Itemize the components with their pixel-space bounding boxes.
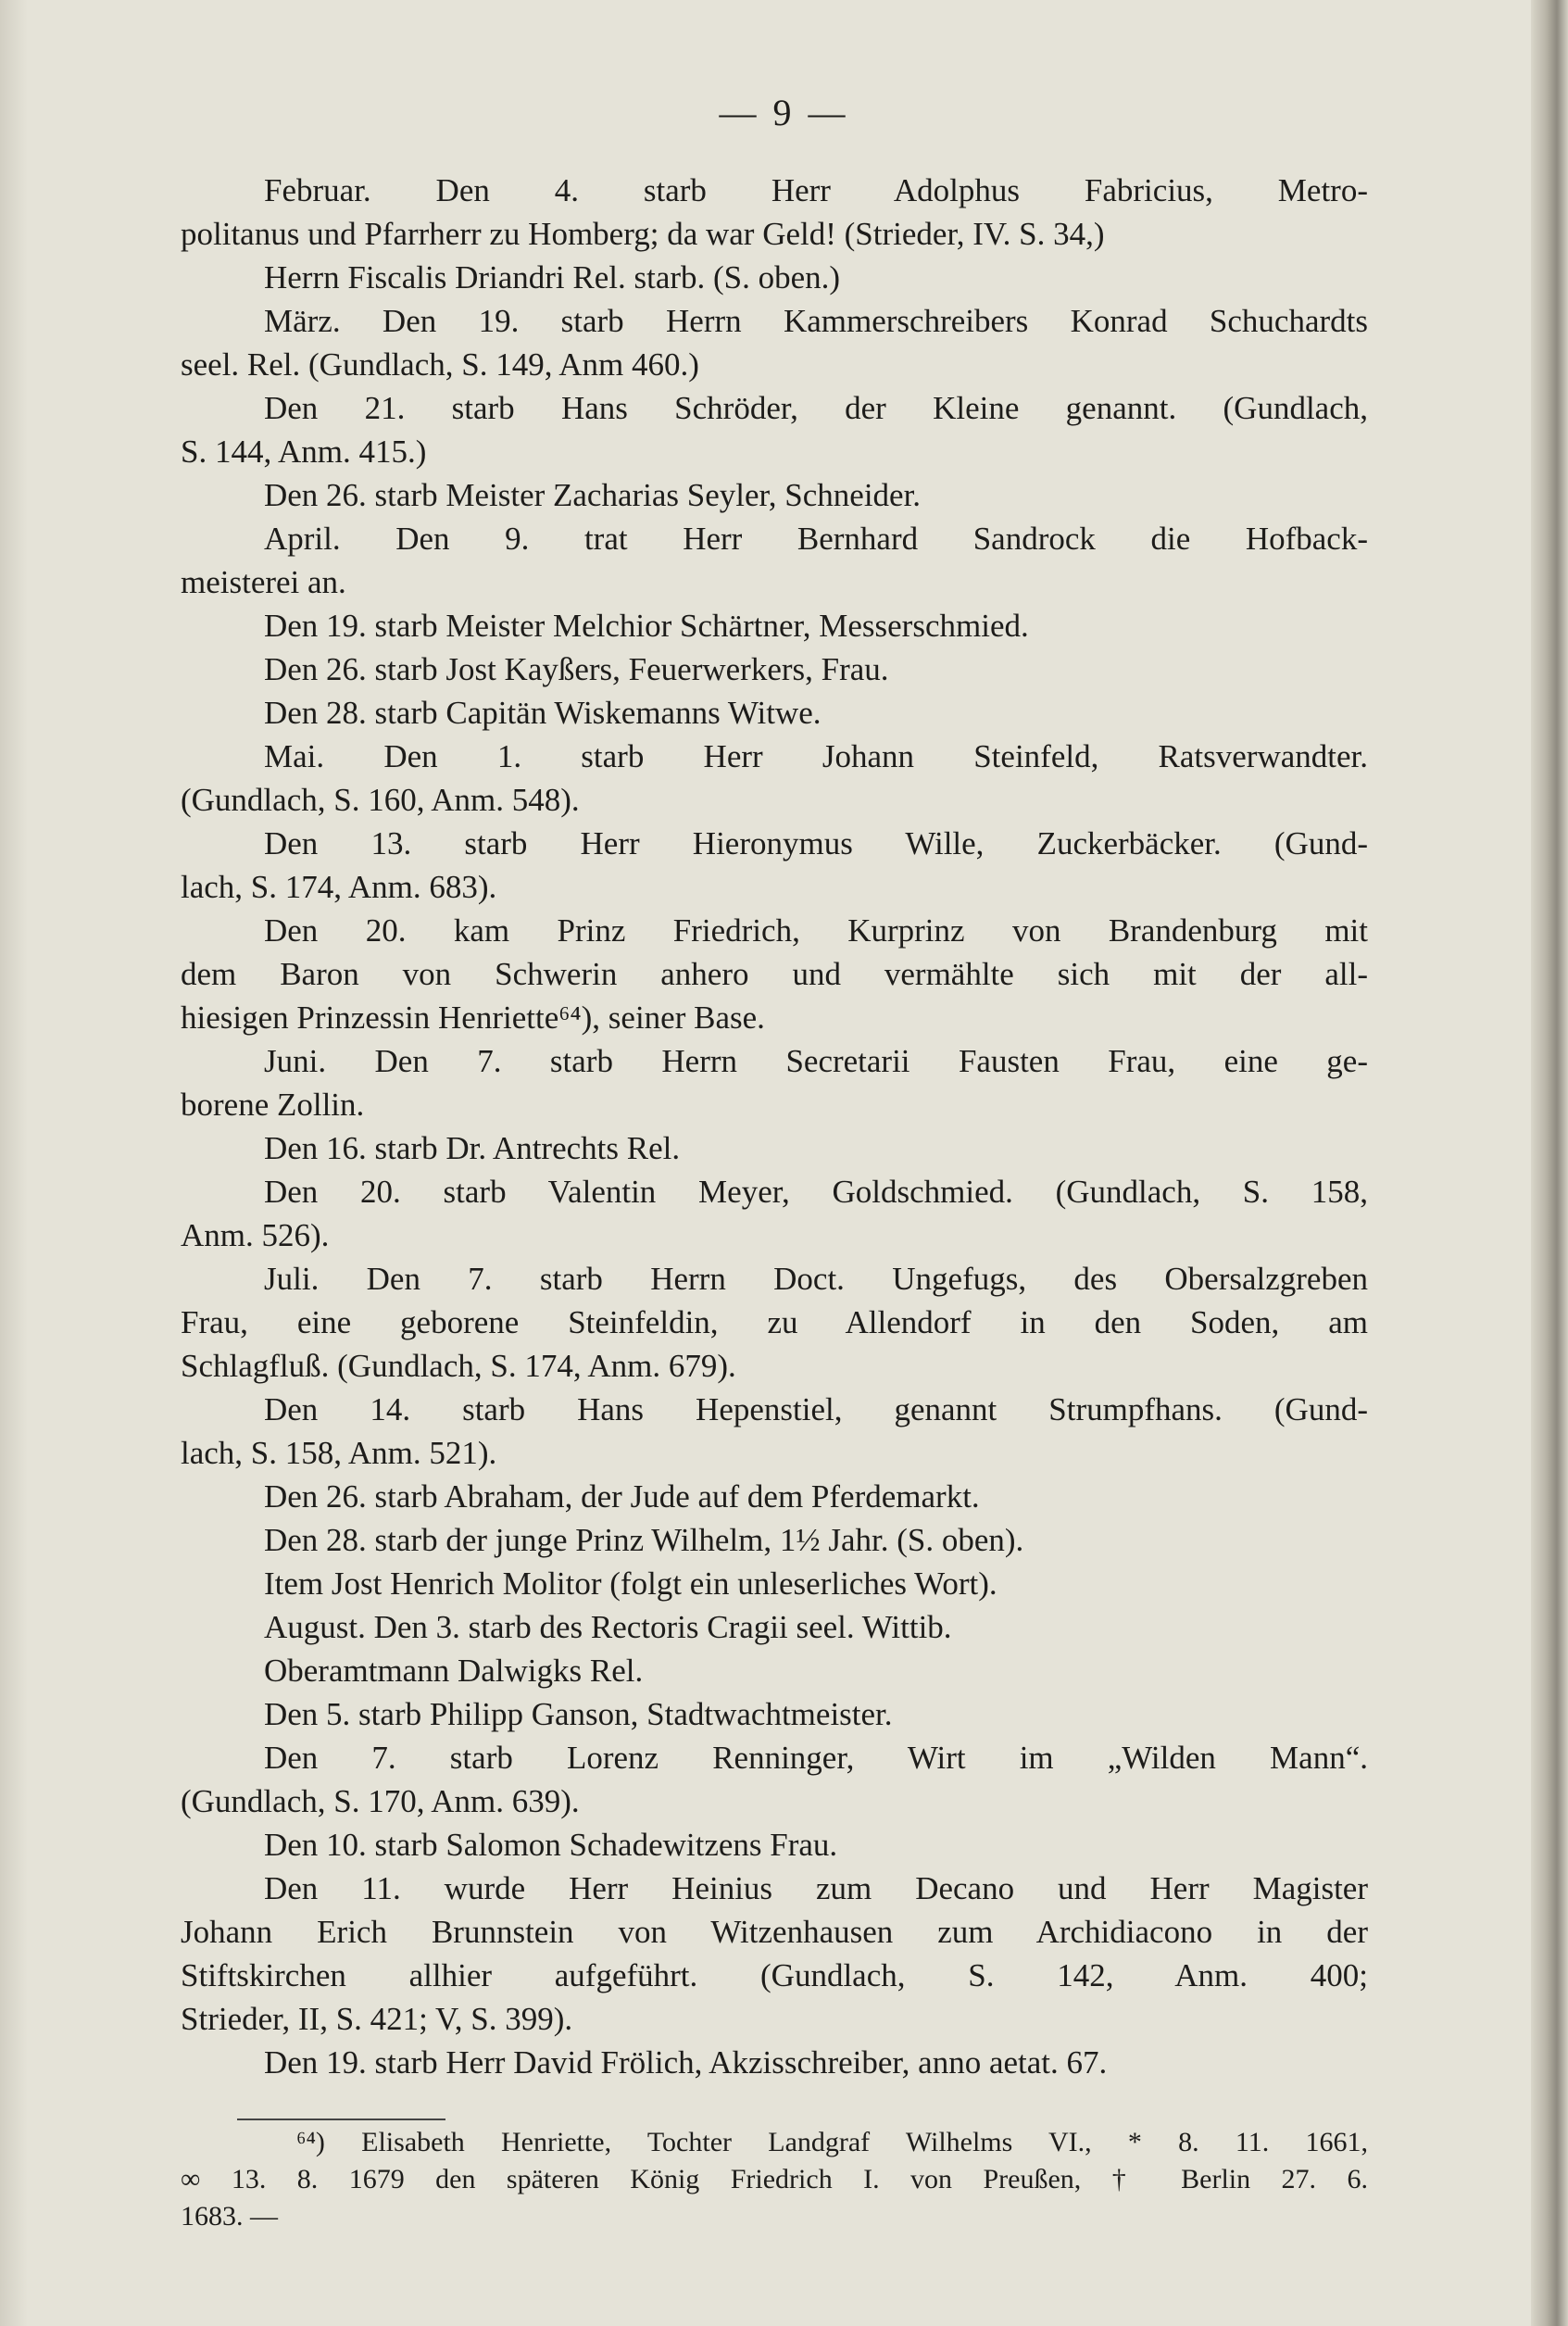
footnote-divider xyxy=(237,2119,445,2120)
footnote xyxy=(181,2124,1368,2235)
paragraph xyxy=(181,1562,1368,1605)
paragraph xyxy=(181,648,1368,691)
book-gutter xyxy=(1531,0,1568,2326)
paragraph xyxy=(181,1736,1368,1823)
text-line: (Gundlach, S. 170, Anm. 639). xyxy=(181,1783,580,1819)
paragraph xyxy=(181,822,1368,909)
paragraph xyxy=(181,1257,1368,1388)
text-line: Den 16. starb Dr. Antrechts Rel. xyxy=(264,1130,681,1166)
text-line: Den 26. starb Abraham, der Jude auf dem Pferdemarkt. xyxy=(264,1478,980,1515)
paragraph xyxy=(181,604,1368,648)
paragraph xyxy=(181,169,1368,256)
text-line: 1683. — xyxy=(181,2201,278,2232)
text-line: Herrn Fiscalis Driandri Rel. starb. (S. oben.) xyxy=(264,259,841,295)
text-line: März. Den 19. starb Herrn Kammerschreibers Konrad Schuchardts xyxy=(264,303,1368,339)
text-line: seel. Rel. (Gundlach, S. 149, Anm 460.) xyxy=(181,346,699,383)
paragraph xyxy=(181,1126,1368,1170)
paragraph xyxy=(181,691,1368,735)
text-line: Den 20. kam Prinz Friedrich, Kurprinz von Brandenburg mit xyxy=(264,912,1368,949)
text-line: Den 21. starb Hans Schröder, der Kleine genannt. (Gundlach, xyxy=(264,390,1368,426)
text-line: (Gundlach, S. 160, Anm. 548). xyxy=(181,782,580,818)
paragraph xyxy=(181,299,1368,386)
text-line: April. Den 9. trat Herr Bernhard Sandrock die Hofback- xyxy=(264,521,1368,557)
text-line: Den 19. starb Meister Melchior Schärtner, Messerschmied. xyxy=(264,608,1029,644)
text-line: Stiftskirchen allhier aufgeführt. (Gundlach, S. 142, Anm. 400; xyxy=(181,1957,1368,1993)
page-number: — 9 — xyxy=(719,92,849,133)
text-line: Johann Erich Brunnstein von Witzenhausen zum Archidiacono in der xyxy=(181,1914,1368,1950)
paragraph xyxy=(181,1692,1368,1736)
footnote-paragraph xyxy=(181,2124,1368,2235)
text-line: Den 28. starb der junge Prinz Wilhelm, 1½ Jahr. (S. oben). xyxy=(264,1522,1024,1558)
text-line: Anm. 526). xyxy=(181,1217,330,1253)
text-line: Den 5. starb Philipp Ganson, Stadtwachtmeister. xyxy=(264,1696,893,1732)
paragraph xyxy=(181,256,1368,299)
text-line: lach, S. 158, Anm. 521). xyxy=(181,1435,497,1471)
paragraph xyxy=(181,909,1368,1039)
text-line: Den 7. starb Lorenz Renninger, Wirt im „Wilden Mann“. xyxy=(264,1740,1368,1776)
text-line: Den 11. wurde Herr Heinius zum Decano und Herr Magister xyxy=(264,1870,1368,1906)
paragraph xyxy=(181,473,1368,517)
paragraph xyxy=(181,1388,1368,1475)
text-line: August. Den 3. starb des Rectoris Cragii seel. Wittib. xyxy=(264,1609,952,1645)
paragraph xyxy=(181,1649,1368,1692)
paragraph xyxy=(181,1605,1368,1649)
text-line: Den 10. starb Salomon Schadewitzens Frau. xyxy=(264,1827,838,1863)
paragraph xyxy=(181,1170,1368,1257)
text-line: politanus und Pfarrherr zu Homberg; da war Geld! (Strieder, IV. S. 34,) xyxy=(181,216,1105,252)
text-line: Den 26. starb Jost Kayßers, Feuerwerkers, Frau. xyxy=(264,651,889,687)
text-line: Den 26. starb Meister Zacharias Seyler, Schneider. xyxy=(264,477,922,513)
text-line: Frau, eine geborene Steinfeldin, zu Allendorf in den Soden, am xyxy=(181,1304,1368,1340)
text-line: Item Jost Henrich Molitor (folgt ein unleserliches Wort). xyxy=(264,1565,997,1602)
paragraph xyxy=(181,1867,1368,2041)
text-line: Juli. Den 7. starb Herrn Doct. Ungefugs, des Obersalzgreben xyxy=(264,1261,1368,1297)
text-line: ⁶⁴) Elisabeth Henriette, Tochter Landgraf Wilhelms VI., * 8. 11. 1661, xyxy=(296,2127,1368,2157)
text-line: Strieder, II, S. 421; V, S. 399). xyxy=(181,2001,573,2037)
text-line: ∞ 13. 8. 1679 den späteren König Friedrich I. von Preußen, † Berlin 27. 6. xyxy=(181,2164,1368,2194)
page-edge-shadow xyxy=(0,0,28,2326)
text-line: meisterei an. xyxy=(181,564,346,600)
paragraph xyxy=(181,2041,1368,2084)
text-line: Den 13. starb Herr Hieronymus Wille, Zuckerbäcker. (Gund- xyxy=(264,825,1368,861)
text-line: Den 20. starb Valentin Meyer, Goldschmied. (Gundlach, S. 158, xyxy=(264,1174,1368,1210)
text-line: Juni. Den 7. starb Herrn Secretarii Fausten Frau, eine ge- xyxy=(264,1043,1368,1079)
text-line: hiesigen Prinzessin Henriette⁶⁴), seiner Base. xyxy=(181,1000,765,1036)
text-line: Den 28. starb Capitän Wiskemanns Witwe. xyxy=(264,695,822,731)
paragraph xyxy=(181,1475,1368,1518)
text-line: Schlagfluß. (Gundlach, S. 174, Anm. 679). xyxy=(181,1348,736,1384)
paragraph xyxy=(181,517,1368,604)
body-text xyxy=(181,169,1368,2084)
paragraph xyxy=(181,735,1368,822)
paragraph xyxy=(181,1823,1368,1867)
text-line: borene Zollin. xyxy=(181,1087,365,1123)
paragraph xyxy=(181,1518,1368,1562)
paragraph xyxy=(181,386,1368,473)
text-line: Mai. Den 1. starb Herr Johann Steinfeld, Ratsverwandter. xyxy=(264,738,1368,774)
text-line: lach, S. 174, Anm. 683). xyxy=(181,869,497,905)
paragraph xyxy=(181,1039,1368,1126)
text-line: S. 144, Anm. 415.) xyxy=(181,434,427,470)
text-line: Oberamtmann Dalwigks Rel. xyxy=(264,1653,644,1689)
text-line: Den 14. starb Hans Hepenstiel, genannt Strumpfhans. (Gund- xyxy=(264,1391,1368,1427)
text-line: Februar. Den 4. starb Herr Adolphus Fabricius, Metro- xyxy=(264,172,1368,208)
text-line: dem Baron von Schwerin anhero und vermählte sich mit der all- xyxy=(181,956,1368,992)
text-line: Den 19. starb Herr David Frölich, Akzisschreiber, anno aetat. 67. xyxy=(264,2044,1108,2081)
